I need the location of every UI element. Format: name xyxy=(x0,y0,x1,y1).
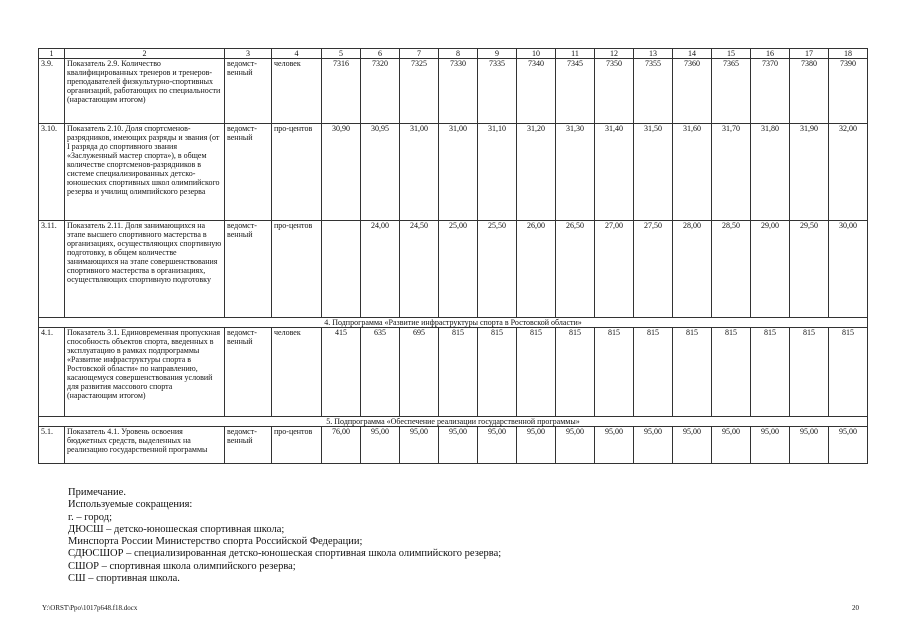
value-cell: 815 xyxy=(790,328,829,417)
header-cell: 1 xyxy=(39,49,65,59)
value-cell: 815 xyxy=(439,328,478,417)
note-line: ДЮСШ – детско-юношеская спортивная школа; xyxy=(68,523,285,535)
value-cell: 27,00 xyxy=(595,221,634,318)
value-cell: 7360 xyxy=(673,59,712,124)
unit: человек xyxy=(272,328,322,417)
value-cell: 95,00 xyxy=(634,427,673,464)
header-cell: 15 xyxy=(712,49,751,59)
value-cell: 27,50 xyxy=(634,221,673,318)
value-cell: 25,00 xyxy=(439,221,478,318)
header-cell: 2 xyxy=(65,49,225,59)
value-cell: 815 xyxy=(556,328,595,417)
value-cell: 95,00 xyxy=(595,427,634,464)
value-cell: 95,00 xyxy=(829,427,868,464)
data-source: ведомст-венный xyxy=(225,59,272,124)
value-cell: 31,80 xyxy=(751,124,790,221)
value-cell: 95,00 xyxy=(712,427,751,464)
header-cell: 12 xyxy=(595,49,634,59)
value-cell: 29,50 xyxy=(790,221,829,318)
header-cell: 10 xyxy=(517,49,556,59)
value-cell: 24,50 xyxy=(400,221,439,318)
value-cell: 815 xyxy=(595,328,634,417)
header-cell: 6 xyxy=(361,49,400,59)
value-cell: 815 xyxy=(673,328,712,417)
value-cell: 815 xyxy=(829,328,868,417)
value-cell: 7380 xyxy=(790,59,829,124)
value-cell: 95,00 xyxy=(439,427,478,464)
value-cell xyxy=(322,221,361,318)
value-cell: 31,90 xyxy=(790,124,829,221)
row-id: 5.1. xyxy=(39,427,65,464)
value-cell: 30,95 xyxy=(361,124,400,221)
value-cell: 815 xyxy=(517,328,556,417)
value-cell: 7350 xyxy=(595,59,634,124)
header-cell: 13 xyxy=(634,49,673,59)
value-cell: 95,00 xyxy=(400,427,439,464)
value-cell: 30,90 xyxy=(322,124,361,221)
value-cell: 95,00 xyxy=(556,427,595,464)
value-cell: 7325 xyxy=(400,59,439,124)
value-cell: 31,20 xyxy=(517,124,556,221)
indicator-name: Показатель 2.9. Количество квалифицированных тренеров и тренеров-преподавателей физкультурно-спортивных организаций, работающих по специальности (нарастающим итогом) xyxy=(65,59,225,124)
row-id: 4.1. xyxy=(39,328,65,417)
value-cell: 7365 xyxy=(712,59,751,124)
header-row xyxy=(39,49,868,59)
row-id: 3.9. xyxy=(39,59,65,124)
value-cell: 95,00 xyxy=(673,427,712,464)
value-cell: 32,00 xyxy=(829,124,868,221)
value-cell: 95,00 xyxy=(790,427,829,464)
value-cell: 7390 xyxy=(829,59,868,124)
value-cell: 815 xyxy=(751,328,790,417)
header-cell: 16 xyxy=(751,49,790,59)
value-cell: 31,00 xyxy=(439,124,478,221)
footer-file-path: Y:\ORST\Ppo\1017p648.f18.docx xyxy=(42,604,138,612)
header-cell: 17 xyxy=(790,49,829,59)
value-cell: 815 xyxy=(478,328,517,417)
value-cell: 95,00 xyxy=(751,427,790,464)
notes-title: Примечание. xyxy=(68,487,126,498)
value-cell: 28,50 xyxy=(712,221,751,318)
value-cell: 31,60 xyxy=(673,124,712,221)
value-cell: 95,00 xyxy=(478,427,517,464)
note-line: СДЮСШОР – специализированная детско-юношеская спортивная школа олимпийского резерва; xyxy=(68,548,502,560)
value-cell: 31,10 xyxy=(478,124,517,221)
value-cell: 7316 xyxy=(322,59,361,124)
indicator-name: Показатель 2.11. Доля занимающихся на этапе высшего спортивного мастерства в организациях, осуществляющих спортивную подготовку, в общем количестве занимающихся на этапе совершенствования спортивного мастерства в организациях, осуществляющих спортивную подготовку xyxy=(65,221,225,318)
header-cell: 14 xyxy=(673,49,712,59)
header-cell: 3 xyxy=(225,49,272,59)
value-cell: 76,00 xyxy=(322,427,361,464)
section-row xyxy=(39,318,868,328)
header-cell: 11 xyxy=(556,49,595,59)
value-cell: 695 xyxy=(400,328,439,417)
unit: про-центов xyxy=(272,221,322,318)
unit: человек xyxy=(272,59,322,124)
value-cell: 28,00 xyxy=(673,221,712,318)
indicator-name: Показатель 4.1. Уровень освоения бюджетных средств, выделенных на реализацию государственной программы xyxy=(65,427,225,464)
value-cell: 815 xyxy=(634,328,673,417)
value-cell: 7345 xyxy=(556,59,595,124)
table-row xyxy=(39,221,868,318)
header-cell: 8 xyxy=(439,49,478,59)
value-cell: 7335 xyxy=(478,59,517,124)
unit: про-центов xyxy=(272,124,322,221)
value-cell: 29,00 xyxy=(751,221,790,318)
value-cell: 7340 xyxy=(517,59,556,124)
value-cell: 26,00 xyxy=(517,221,556,318)
indicators-table xyxy=(38,48,868,464)
unit: про-центов xyxy=(272,427,322,464)
value-cell: 31,40 xyxy=(595,124,634,221)
header-cell: 4 xyxy=(272,49,322,59)
value-cell: 635 xyxy=(361,328,400,417)
value-cell: 95,00 xyxy=(361,427,400,464)
indicator-name: Показатель 3.1. Единовременная пропускная способность объектов спорта, введенных в эксплуатацию в рамках подпрограммы «Развитие инфраструктуры спорта в Ростовской области» по направлению, касающемуся совершенствования условий для развития массового спорта (нарастающим итогом) xyxy=(65,328,225,417)
table-row xyxy=(39,328,868,417)
table-row xyxy=(39,427,868,464)
value-cell: 30,00 xyxy=(829,221,868,318)
value-cell: 25,50 xyxy=(478,221,517,318)
note-line: Минспорта России Министерство спорта Российской Федерации; xyxy=(68,536,363,548)
header-cell: 7 xyxy=(400,49,439,59)
note-line: Используемые сокращения: xyxy=(68,499,193,511)
note-line: СШОР – спортивная школа олимпийского резерва; xyxy=(68,560,296,572)
value-cell: 24,00 xyxy=(361,221,400,318)
value-cell: 31,70 xyxy=(712,124,751,221)
value-cell: 95,00 xyxy=(517,427,556,464)
value-cell: 26,50 xyxy=(556,221,595,318)
header-cell: 5 xyxy=(322,49,361,59)
section-title: 5. Подпрограмма «Обеспечение реализации государственной программы» xyxy=(39,417,868,427)
header-cell: 9 xyxy=(478,49,517,59)
table-row xyxy=(39,124,868,221)
page-number: 20 xyxy=(852,604,859,612)
data-source: ведомст-венный xyxy=(225,328,272,417)
value-cell: 31,30 xyxy=(556,124,595,221)
note-line: г. – город; xyxy=(68,511,112,523)
data-source: ведомст-венный xyxy=(225,124,272,221)
value-cell: 7355 xyxy=(634,59,673,124)
data-source: ведомст-венный xyxy=(225,221,272,318)
row-id: 3.10. xyxy=(39,124,65,221)
value-cell: 7320 xyxy=(361,59,400,124)
section-row xyxy=(39,417,868,427)
value-cell: 7330 xyxy=(439,59,478,124)
value-cell: 815 xyxy=(712,328,751,417)
header-cell: 18 xyxy=(829,49,868,59)
data-source: ведомст-венный xyxy=(225,427,272,464)
note-line: СШ – спортивная школа. xyxy=(68,573,180,585)
section-title: 4. Подпрограмма «Развитие инфраструктуры спорта в Ростовской области» xyxy=(39,318,868,328)
indicator-name: Показатель 2.10. Доля спортсменов-разрядников, имеющих разряды и звания (от I разряда до спортивного звания «Заслуженный мастер спорта»), в общем количестве спортсменов-разрядников в системе специализированных детско-юношеских спортивных школ олимпийского резерва и училищ олимпийского резерва xyxy=(65,124,225,221)
row-id: 3.11. xyxy=(39,221,65,318)
value-cell: 31,00 xyxy=(400,124,439,221)
value-cell: 31,50 xyxy=(634,124,673,221)
value-cell: 415 xyxy=(322,328,361,417)
value-cell: 7370 xyxy=(751,59,790,124)
notes-block xyxy=(68,487,501,585)
table-row xyxy=(39,59,868,124)
